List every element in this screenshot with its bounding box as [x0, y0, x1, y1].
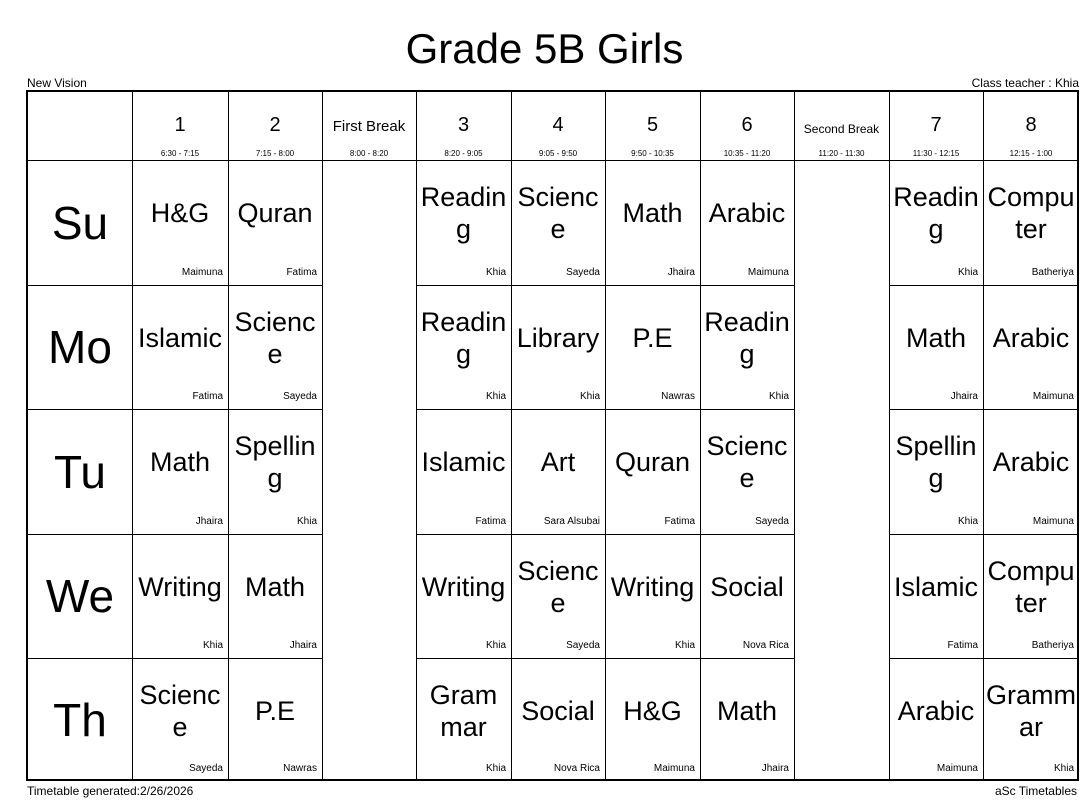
lesson-teacher: Khia — [674, 640, 695, 651]
lesson-cell[interactable] — [416, 658, 511, 781]
period-header — [889, 92, 983, 160]
lesson-subject: Islamic — [137, 323, 222, 353]
lesson-cell[interactable] — [983, 658, 1079, 781]
lesson-subject: Writing — [610, 572, 695, 602]
lesson-cell[interactable] — [889, 285, 983, 409]
period-time: 11:30 - 12:15 — [912, 149, 960, 158]
lesson-cell[interactable] — [700, 409, 794, 534]
lesson-cell[interactable] — [605, 534, 700, 658]
lesson-cell[interactable] — [511, 534, 605, 658]
lesson-teacher: Khia — [579, 391, 600, 402]
period-time: 9:50 - 10:35 — [631, 149, 674, 158]
lesson-subject: Reading — [420, 182, 507, 244]
break-name: First Break — [332, 118, 406, 135]
period-time: 11:20 - 11:30 — [818, 149, 865, 158]
lesson-cell[interactable] — [889, 160, 983, 285]
lesson-cell[interactable] — [132, 160, 228, 285]
period-header — [983, 92, 1079, 160]
lesson-subject: H&G — [150, 198, 210, 228]
software-credit: aSc Timetables — [994, 784, 1077, 798]
lesson-subject: Math — [244, 572, 306, 602]
lesson-teacher: Khia — [202, 640, 223, 651]
lesson-teacher: Khia — [957, 267, 978, 278]
lesson-subject: Grammar — [986, 680, 1076, 742]
lesson-teacher: Khia — [485, 267, 506, 278]
period-time: 12:15 - 1:00 — [1009, 149, 1053, 158]
lesson-subject: Reading — [420, 307, 507, 369]
lesson-teacher: Jhaira — [667, 267, 695, 278]
day-label: Su — [51, 196, 109, 249]
period-time: 8:20 - 9:05 — [444, 149, 483, 158]
period-header — [132, 92, 228, 160]
lesson-subject: Social — [710, 572, 784, 602]
lesson-teacher: Maimuna — [1032, 516, 1074, 527]
lesson-teacher: Sayeda — [566, 267, 600, 278]
break-header — [794, 92, 889, 160]
lesson-cell[interactable] — [605, 285, 700, 409]
lesson-cell[interactable] — [983, 160, 1079, 285]
lesson-teacher: Sayeda — [283, 391, 317, 402]
day-label: Mo — [48, 321, 112, 373]
lesson-teacher: Batheriya — [1031, 640, 1074, 651]
lesson-teacher: Batheriya — [1031, 267, 1074, 278]
period-number: 6 — [741, 114, 753, 136]
lesson-teacher: Maimuna — [1032, 391, 1074, 402]
period-time: 10:35 - 11:20 — [723, 149, 771, 158]
lesson-cell[interactable] — [416, 409, 511, 534]
lesson-teacher: Khia — [485, 391, 506, 402]
lesson-teacher: Fatima — [664, 516, 695, 527]
lesson-cell[interactable] — [132, 658, 228, 781]
lesson-subject: Islamic — [893, 572, 978, 602]
lesson-subject: Math — [716, 696, 778, 726]
lesson-teacher: Jhaira — [761, 763, 789, 774]
generated-date: Timetable generated:2/26/2026 — [27, 784, 194, 798]
lesson-cell[interactable] — [511, 160, 605, 285]
day-label: Tu — [54, 445, 106, 498]
lesson-subject: Reading — [893, 182, 979, 244]
lesson-teacher: Khia — [485, 763, 506, 774]
lesson-cell[interactable] — [511, 409, 605, 534]
lesson-teacher: Khia — [768, 391, 789, 402]
lesson-cell[interactable] — [228, 534, 322, 658]
period-header — [605, 92, 700, 160]
lesson-subject: P.E — [254, 696, 296, 726]
lesson-teacher: Maimuna — [747, 267, 789, 278]
lesson-subject: Computer — [987, 556, 1075, 618]
lesson-subject: Arabic — [897, 696, 975, 726]
lesson-subject: Science — [706, 431, 788, 493]
lesson-subject: Quran — [614, 447, 691, 477]
period-number: 5 — [646, 114, 659, 136]
lesson-cell[interactable] — [132, 534, 228, 658]
period-header — [228, 92, 322, 160]
lesson-cell[interactable] — [416, 285, 511, 409]
lesson-teacher: Jhaira — [289, 640, 317, 651]
lesson-teacher: Khia — [1053, 763, 1074, 774]
lesson-subject: Math — [149, 447, 211, 477]
lesson-subject: Reading — [704, 307, 790, 369]
lesson-subject: Science — [517, 182, 599, 244]
lesson-teacher: Nova Rica — [742, 640, 789, 651]
period-time: 9:05 - 9:50 — [538, 149, 578, 158]
lesson-teacher: Nawras — [661, 391, 695, 402]
lesson-cell[interactable] — [228, 409, 322, 534]
lesson-subject: Writing — [138, 572, 222, 602]
lesson-cell[interactable] — [511, 285, 605, 409]
lesson-subject: Grammar — [429, 680, 498, 742]
lesson-teacher: Maimuna — [181, 267, 223, 278]
lesson-teacher: Khia — [485, 640, 506, 651]
lesson-cell[interactable] — [132, 285, 228, 409]
lesson-subject: Spelling — [234, 431, 316, 493]
lesson-teacher: Khia — [957, 516, 978, 527]
lesson-teacher: Sara Alsubai — [543, 516, 600, 527]
lesson-subject: Writing — [421, 572, 506, 602]
break-name: Second Break — [803, 122, 880, 136]
lesson-subject: Science — [234, 307, 316, 369]
lesson-subject: Arabic — [992, 447, 1070, 477]
lesson-cell[interactable] — [983, 534, 1079, 658]
lesson-subject: Arabic — [992, 323, 1070, 353]
lesson-cell[interactable] — [700, 534, 794, 658]
lesson-subject: Quran — [237, 198, 313, 228]
lesson-cell[interactable] — [700, 658, 794, 781]
period-header — [511, 92, 605, 160]
grid-column-line — [794, 92, 795, 779]
period-number: 1 — [174, 114, 186, 136]
lesson-subject: Computer — [987, 182, 1075, 244]
lesson-cell[interactable] — [983, 409, 1079, 534]
lesson-subject: Social — [521, 696, 595, 726]
lesson-cell[interactable] — [416, 160, 511, 285]
lesson-subject: Math — [905, 323, 967, 353]
period-time: 8:00 - 8:20 — [349, 149, 389, 158]
lesson-subject: Spelling — [895, 431, 977, 493]
day-label: We — [45, 570, 115, 622]
lesson-subject: Math — [622, 198, 683, 228]
lesson-subject: Islamic — [421, 447, 506, 477]
lesson-teacher: Fatima — [192, 391, 223, 402]
lesson-teacher: Jhaira — [195, 516, 223, 527]
lesson-subject: Arabic — [708, 198, 786, 228]
school-name: New Vision — [27, 76, 87, 90]
lesson-subject: H&G — [623, 696, 682, 726]
period-number: 7 — [930, 114, 942, 136]
timetable-grid — [26, 90, 1079, 781]
period-header — [700, 92, 794, 160]
grid-row-line — [794, 160, 889, 161]
period-time: 7:15 - 8:00 — [255, 149, 295, 158]
lesson-cell[interactable] — [605, 160, 700, 285]
lesson-subject: P.E — [632, 323, 673, 353]
lesson-teacher: Fatima — [286, 267, 317, 278]
lesson-teacher: Nova Rica — [553, 763, 600, 774]
lesson-cell[interactable] — [228, 285, 322, 409]
lesson-cell[interactable] — [889, 409, 983, 534]
break-header — [322, 92, 416, 160]
grid-column-line — [322, 92, 323, 779]
lesson-teacher: Maimuna — [653, 763, 695, 774]
lesson-teacher: Maimuna — [936, 763, 978, 774]
lesson-teacher: Fatima — [947, 640, 978, 651]
lesson-cell[interactable] — [983, 285, 1079, 409]
lesson-subject: Science — [517, 556, 599, 618]
lesson-teacher: Sayeda — [755, 516, 789, 527]
lesson-subject: Art — [540, 447, 576, 477]
lesson-cell[interactable] — [605, 658, 700, 781]
lesson-cell[interactable] — [228, 160, 322, 285]
period-header — [416, 92, 511, 160]
period-time: 6:30 - 7:15 — [160, 149, 200, 158]
lesson-cell[interactable] — [889, 658, 983, 781]
lesson-cell[interactable] — [511, 658, 605, 781]
period-number: 2 — [269, 114, 281, 136]
lesson-cell[interactable] — [605, 409, 700, 534]
lesson-teacher: Nawras — [283, 763, 317, 774]
lesson-subject: Library — [516, 323, 600, 353]
day-label: Th — [53, 693, 107, 746]
lesson-cell[interactable] — [700, 285, 794, 409]
period-number: 8 — [1025, 114, 1037, 136]
lesson-teacher: Jhaira — [950, 391, 978, 402]
lesson-teacher: Sayeda — [566, 640, 600, 651]
page-title: Grade 5B Girls — [405, 25, 684, 72]
lesson-cell[interactable] — [416, 534, 511, 658]
lesson-teacher: Fatima — [475, 516, 506, 527]
period-number: 3 — [457, 114, 470, 136]
period-number: 4 — [552, 114, 564, 136]
class-teacher: Class teacher : Khia — [971, 76, 1079, 90]
lesson-subject: Science — [139, 680, 221, 742]
lesson-teacher: Khia — [296, 516, 317, 527]
lesson-cell[interactable] — [132, 409, 228, 534]
grid-row-line — [322, 160, 416, 161]
lesson-cell[interactable] — [228, 658, 322, 781]
lesson-cell[interactable] — [889, 534, 983, 658]
lesson-cell[interactable] — [700, 160, 794, 285]
lesson-teacher: Sayeda — [189, 763, 223, 774]
